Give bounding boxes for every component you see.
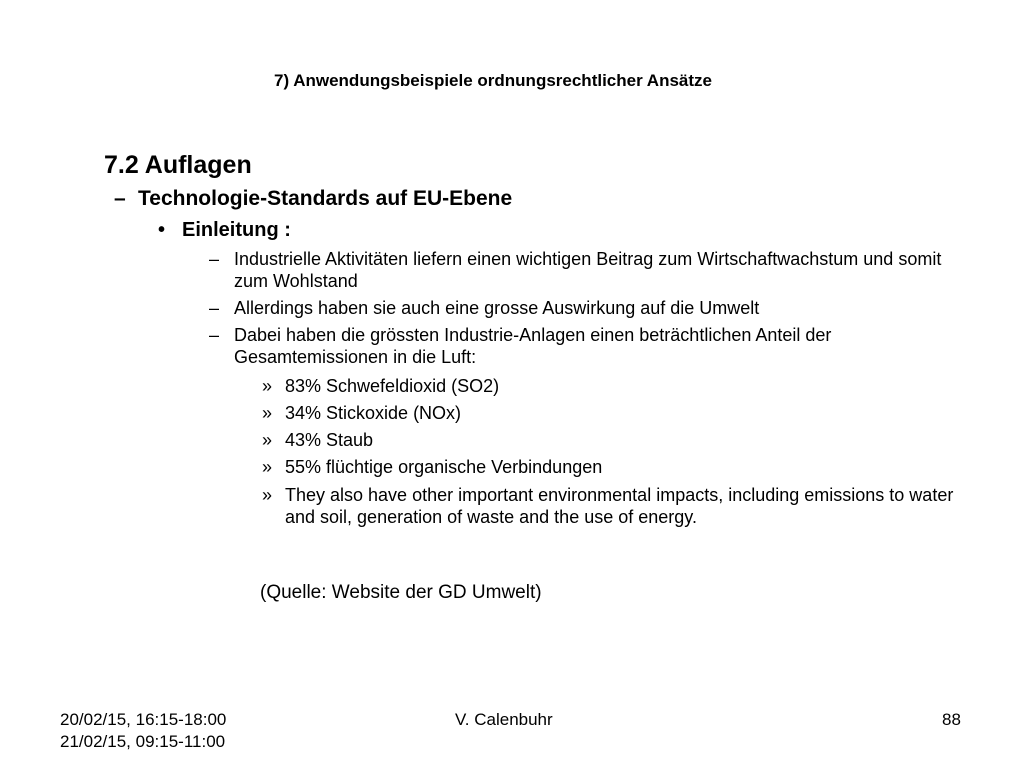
emission-item-text: 83% Schwefeldioxid (SO2) bbox=[285, 376, 500, 396]
dash-marker: – bbox=[114, 187, 126, 210]
page-number: 88 bbox=[942, 710, 961, 729]
emission-item-text: 43% Staub bbox=[285, 430, 374, 450]
dash-marker: – bbox=[209, 249, 220, 269]
chevron-marker: » bbox=[262, 376, 273, 396]
emission-item-text: They also have other important environmental impacts, including emissions to water and soil, generation of waste and the use of energy. bbox=[285, 485, 954, 527]
dash-marker: – bbox=[209, 325, 220, 345]
slide-header: 7) Anwendungsbeispiele ordnungsrechtlicher Ansätze bbox=[274, 71, 712, 90]
emission-item-text: 55% flüchtige organische Verbindungen bbox=[285, 457, 603, 477]
chevron-marker: » bbox=[262, 430, 273, 450]
list-item bbox=[0, 248, 974, 292]
footer-author: V. Calenbuhr bbox=[455, 710, 553, 729]
emission-item-text: 34% Stickoxide (NOx) bbox=[285, 403, 462, 423]
dash-marker: – bbox=[209, 298, 220, 318]
subsection-title bbox=[114, 187, 512, 211]
chevron-marker: » bbox=[262, 403, 273, 423]
emission-item bbox=[0, 429, 985, 451]
list-item-text: Allerdings haben sie auch eine grosse Auswirkung auf die Umwelt bbox=[234, 298, 760, 318]
emission-item bbox=[0, 375, 985, 397]
chevron-marker: » bbox=[262, 485, 273, 505]
list-item-text: Industrielle Aktivitäten liefern einen wichtigen Beitrag zum Wirtschaftwachstum und somit zum Wohlstand bbox=[234, 249, 942, 291]
section-title: 7.2 Auflagen bbox=[104, 151, 252, 179]
source-note: (Quelle: Website der GD Umwelt) bbox=[260, 582, 542, 603]
list-item-text: Dabei haben die grössten Industrie-Anlagen einen beträchtlichen Anteil der Gesamtemissionen in die Luft: bbox=[234, 325, 832, 367]
subsection-title-text: Technologie-Standards auf EU-Ebene bbox=[138, 187, 513, 210]
emission-item bbox=[0, 456, 985, 478]
emission-item bbox=[0, 484, 985, 528]
bullet-marker: • bbox=[158, 219, 166, 241]
intro-heading-text: Einleitung : bbox=[182, 219, 291, 241]
intro-heading bbox=[158, 219, 291, 242]
footer-date-line: 20/02/15, 16:15-18:00 bbox=[60, 710, 227, 729]
list-item bbox=[0, 324, 974, 368]
list-item bbox=[0, 297, 974, 319]
emission-item bbox=[0, 402, 985, 424]
footer-dates bbox=[60, 709, 226, 753]
footer-date-line: 21/02/15, 09:15-11:00 bbox=[60, 732, 226, 751]
chevron-marker: » bbox=[262, 457, 273, 477]
